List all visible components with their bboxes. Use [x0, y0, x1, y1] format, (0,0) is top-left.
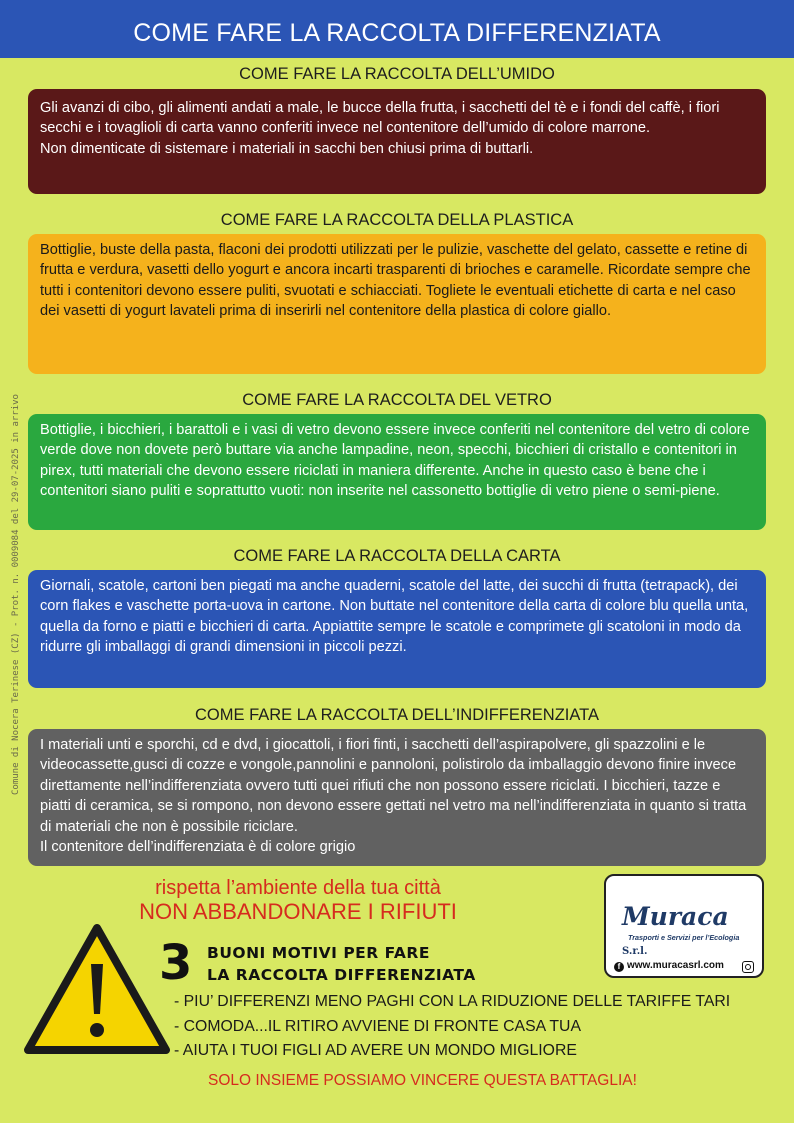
slogan-line2: NON ABBANDONARE I RIFIUTI	[139, 899, 457, 924]
motivi-heading	[207, 942, 476, 986]
list-item: - PIU’ DIFFERENZI MENO PAGHI CON LA RIDUZIONE DELLE TARIFFE TARI	[174, 993, 731, 1010]
reasons-list	[174, 990, 730, 1064]
box-carta	[28, 570, 766, 688]
slogan	[138, 876, 458, 924]
motivi-line1: BUONI MOTIVI PER FARE	[207, 944, 430, 962]
section-title-plastica: COME FARE LA RACCOLTA DELLA PLASTICA	[220, 211, 574, 229]
motivi-line2: LA RACCOLTA DIFFERENZIATA	[207, 966, 476, 984]
umido-text: Gli avanzi di cibo, gli alimenti andati a male, le bucce della frutta, i sacchetti del tè e i fondi del caffè, i fiori secchi e i tovaglioli di carta vanno conferiti invece nel contenitore dell’umido di colore marrone.	[40, 100, 720, 137]
warning-triangle-icon	[22, 922, 172, 1056]
box-umido	[28, 89, 766, 194]
muraca-logo	[604, 874, 764, 978]
list-item: - AIUTA I TUOI FIGLI AD AVERE UN MONDO MIGLIORE	[174, 1042, 577, 1059]
indifferenziata-text: I materiali unti e sporchi, cd e dvd, i giocattoli, i fiori finti, i sacchetti dell’aspirapolvere, gli spazzolini e le videocassette,gusci di cozze e vongole,pannolini e pannoloni, polistirolo da imballaggio devono finire invece direttamente nell’indifferenziata ovvero tutti quei rifiuti che non possono essere riciclati. I bicchieri, tazze e piatti di ceramica, se si rompono, non devono essere gettati nel vetro ma nell’indifferenziata in quanto si tratta di materiali che non è possibile riciclare.	[40, 737, 747, 835]
box-plastica	[28, 234, 766, 374]
section-title-indifferenziata: COME FARE LA RACCOLTA DELL’INDIFFERENZIATA	[194, 706, 600, 724]
number-three: 3	[159, 935, 193, 991]
closing-slogan: SOLO INSIEME POSSIAMO VINCERE QUESTA BATTAGLIA!	[208, 1072, 637, 1089]
vetro-text: Bottiglie, i bicchieri, i barattoli e i vasi di vetro devono essere invece conferiti nel contenitore del vetro di colore verde dove non dovete però buttare via anche lampadine, neon, specchi, bicchieri di cristallo e contenitori in pirex, tutti materiali che devono essere riciclati in maniera differente. Anche in questo caso è bene che i contenitori siano puliti e soprattutto vuoti: non inserite nel cassonetto bottiglie di vetro piene o semi-piene.	[40, 422, 750, 500]
section-title-carta: COME FARE LA RACCOLTA DELLA CARTA	[233, 547, 561, 565]
box-indifferenziata	[28, 729, 766, 866]
list-item: - COMODA...IL RITIRO AVVIENE DI FRONTE CASA TUA	[174, 1017, 581, 1035]
section-title-vetro: COME FARE LA RACCOLTA DEL VETRO	[242, 391, 552, 409]
box-vetro	[28, 414, 766, 530]
indifferenziata-note: Il contenitore dell’indifferenziata è di colore grigio	[40, 839, 356, 856]
carta-text: Giornali, scatole, cartoni ben piegati ma anche quaderni, scatole del latte, dei succhi di frutta (tetrapack), dei corn flakes e vaschette porta-uova in cartone. Non buttate nel contenitore della carta di colore blu quella unta, quella da forno e piatti e bicchieri di carta. Appiattite sempre le scatole e comprimete gli scatoloni in modo da ridurre gli imballaggi di grandi dimensioni in piccoli pezzi.	[40, 578, 749, 656]
logo-srl: S.r.l.	[622, 946, 648, 957]
plastica-text: Bottiglie, buste della pasta, flaconi dei prodotti utilizzati per le pulizie, vaschette del gelato, cassette e retine di frutta e verdura, vasetti dello yogurt e ancora incarti trasparenti di brioches e caramelle. Ricordate sempre che tutti i contenitori devono essere puliti, svuotati e schiacciati. Togliete le eventuali etichette di carta e nel caso dei vasetti di yogurt lavateli prima di inserirli nel contenitore della plastica di colore giallo.	[40, 242, 751, 320]
logo-brand: Muraca S.r.l.	[622, 902, 729, 957]
website-link[interactable]: f www.muracasrl.com	[614, 960, 724, 972]
logo-tagline: Trasporti e Servizi per l’Ecologia	[628, 933, 740, 942]
protocol-stamp: Comune di Nocera Terinese (CZ) - Prot. n. 0009084 del 29-07-2025 in arrivo	[11, 394, 21, 795]
umido-note: Non dimenticate di sistemare i materiali in sacchi ben chiusi prima di buttarli.	[40, 140, 534, 157]
slogan-line1: rispetta l’ambiente della tua città	[155, 877, 441, 899]
facebook-icon[interactable]: f	[614, 962, 624, 972]
section-title-umido: COME FARE LA RACCOLTA DELL’UMIDO	[239, 65, 555, 83]
instagram-icon[interactable]	[742, 961, 754, 973]
page-title: COME FARE LA RACCOLTA DIFFERENZIATA	[0, 0, 794, 58]
